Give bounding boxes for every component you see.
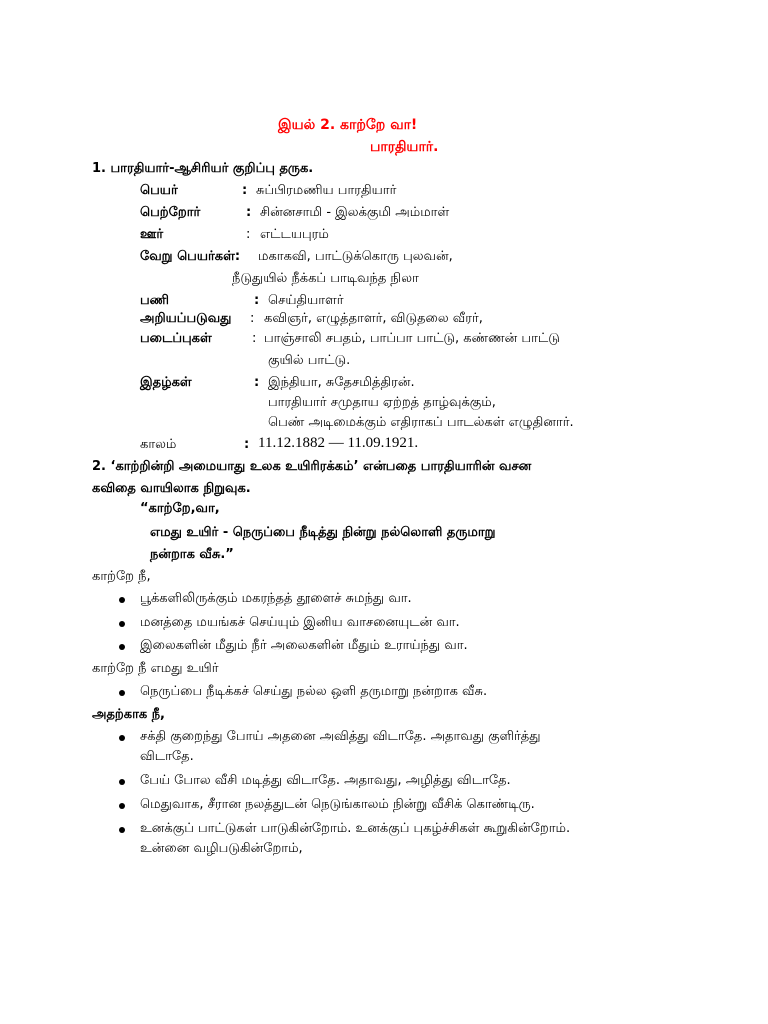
list-item: நெருப்பை நீடிக்கச் செய்து நல்ல ஒளி தருமாறு நன்றாக வீசு. bbox=[140, 684, 488, 699]
label-known-as: அறியப்படுவது bbox=[140, 311, 232, 326]
sep: : bbox=[242, 183, 248, 198]
list-item: உனக்குப் பாட்டுகள் பாடுகின்றோம். உனக்குப் புகழ்ச்சிகள் கூறுகின்றோம். bbox=[140, 821, 571, 836]
sep: : bbox=[254, 293, 260, 308]
value-journals-cont2: பெண் அடிமைக்கும் எதிராகப் பாடல்கள் எழுதினார். bbox=[268, 415, 574, 430]
sep: : bbox=[246, 227, 251, 242]
quote-line2: எமது உயிர் - நெருப்பை நீடித்து நின்று நல்லொளி தருமாறு bbox=[150, 525, 496, 540]
bullet-icon bbox=[119, 690, 125, 696]
list-item: பூக்களிலிருக்கும் மகரந்தத் தூளைச் சுமந்து வா. bbox=[140, 591, 412, 606]
list-item-cont: விடாதே. bbox=[140, 749, 194, 764]
value-town: எட்டயபுரம் bbox=[260, 227, 329, 242]
bullet-icon bbox=[119, 827, 125, 833]
sep: : bbox=[244, 437, 250, 452]
value-other-names-cont: நீடுதுயில் நீக்கப் பாடிவந்த நிலா bbox=[232, 271, 419, 286]
value-job: செய்தியாளர் bbox=[268, 293, 344, 308]
list-item-cont: உன்னை வழிபடுகின்றோம், bbox=[140, 841, 303, 856]
list-item: மெதுவாக, சீரான நலத்துடன் நெடுங்காலம் நின்று வீசிக் கொண்டிரு. bbox=[140, 797, 535, 812]
value-period: 11.12.1882 — 11.09.1921. bbox=[258, 435, 419, 451]
label-parents: பெற்றோர் bbox=[140, 205, 201, 220]
bullet-icon bbox=[119, 597, 125, 603]
section2-title: காற்றே நீ எமது உயிர் bbox=[92, 661, 219, 676]
question-1: 1. பாரதியார்-ஆசிரியர் குறிப்பு தருக. bbox=[92, 161, 314, 176]
quote-line3: நன்றாக வீசு.” bbox=[150, 547, 234, 562]
label-journals: இதழ்கள் bbox=[140, 375, 192, 390]
label-town: ஊர் bbox=[140, 227, 164, 242]
value-journals: இந்தியா, சுதேசமித்திரன். bbox=[268, 375, 415, 390]
lesson-title: இயல் 2. காற்றே வா! bbox=[278, 117, 418, 133]
bullet-icon bbox=[119, 735, 125, 741]
value-known-as: கவிஞர், எழுத்தாளர், விடுதலை வீரர், bbox=[264, 311, 483, 326]
list-item: மனத்தை மயங்கச் செய்யும் இனிய வாசனையுடன் வா. bbox=[140, 615, 460, 630]
list-item: சக்தி குறைந்து போய் அதனை அவித்து விடாதே. அதாவது குளிர்த்து bbox=[140, 729, 541, 744]
sep: : bbox=[254, 375, 260, 390]
sep: : bbox=[246, 205, 252, 220]
section1-title: காற்றே நீ, bbox=[92, 569, 151, 584]
question-2-line1: 2. ‘காற்றின்றி அமையாது உலக உயிரிரக்கம்’ என்பதை பாரதியாரின் வசன bbox=[92, 459, 532, 474]
bullet-icon bbox=[119, 644, 125, 650]
quote-line1: “காற்றே,வா, bbox=[140, 501, 220, 516]
list-item: இலைகளின் மீதும் நீர் அலைகளின் மீதும் உராய்ந்து வா. bbox=[140, 638, 468, 653]
label-works: படைப்புகள் bbox=[140, 331, 212, 346]
bullet-icon bbox=[119, 779, 125, 785]
label-name: பெயர் bbox=[140, 183, 178, 198]
bullet-icon bbox=[119, 621, 125, 627]
value-works-cont: குயில் பாட்டு. bbox=[268, 353, 351, 368]
bullet-icon bbox=[119, 803, 125, 809]
sep: : bbox=[250, 311, 255, 326]
value-works: பாஞ்சாலி சபதம், பாப்பா பாட்டு, கண்ணன் பாட்டு bbox=[264, 331, 560, 346]
value-parents: சின்னசாமி - இலக்குமி அம்மாள் bbox=[260, 205, 450, 220]
label-job: பணி bbox=[140, 293, 170, 308]
section3-title: அதற்காக நீ, bbox=[92, 707, 165, 722]
value-other-names: மகாகவி, பாட்டுக்கொரு புலவன், bbox=[258, 249, 453, 264]
sep: : bbox=[252, 331, 257, 346]
label-other-names: வேறு பெயர்கள்: bbox=[140, 249, 241, 264]
label-period: காலம் bbox=[140, 437, 177, 452]
value-name: சுப்பிரமணிய பாரதியார் bbox=[256, 183, 397, 198]
question-2-line2: கவிதை வாயிலாக நிறுவுக. bbox=[92, 481, 251, 496]
author-name: பாரதியார். bbox=[370, 139, 439, 155]
value-journals-cont1: பாரதியார் சமுதாய ஏற்றத் தாழ்வுக்கும், bbox=[268, 395, 496, 410]
list-item: பேய் போல வீசி மடித்து விடாதே. அதாவது, அழித்து விடாதே. bbox=[140, 773, 511, 788]
